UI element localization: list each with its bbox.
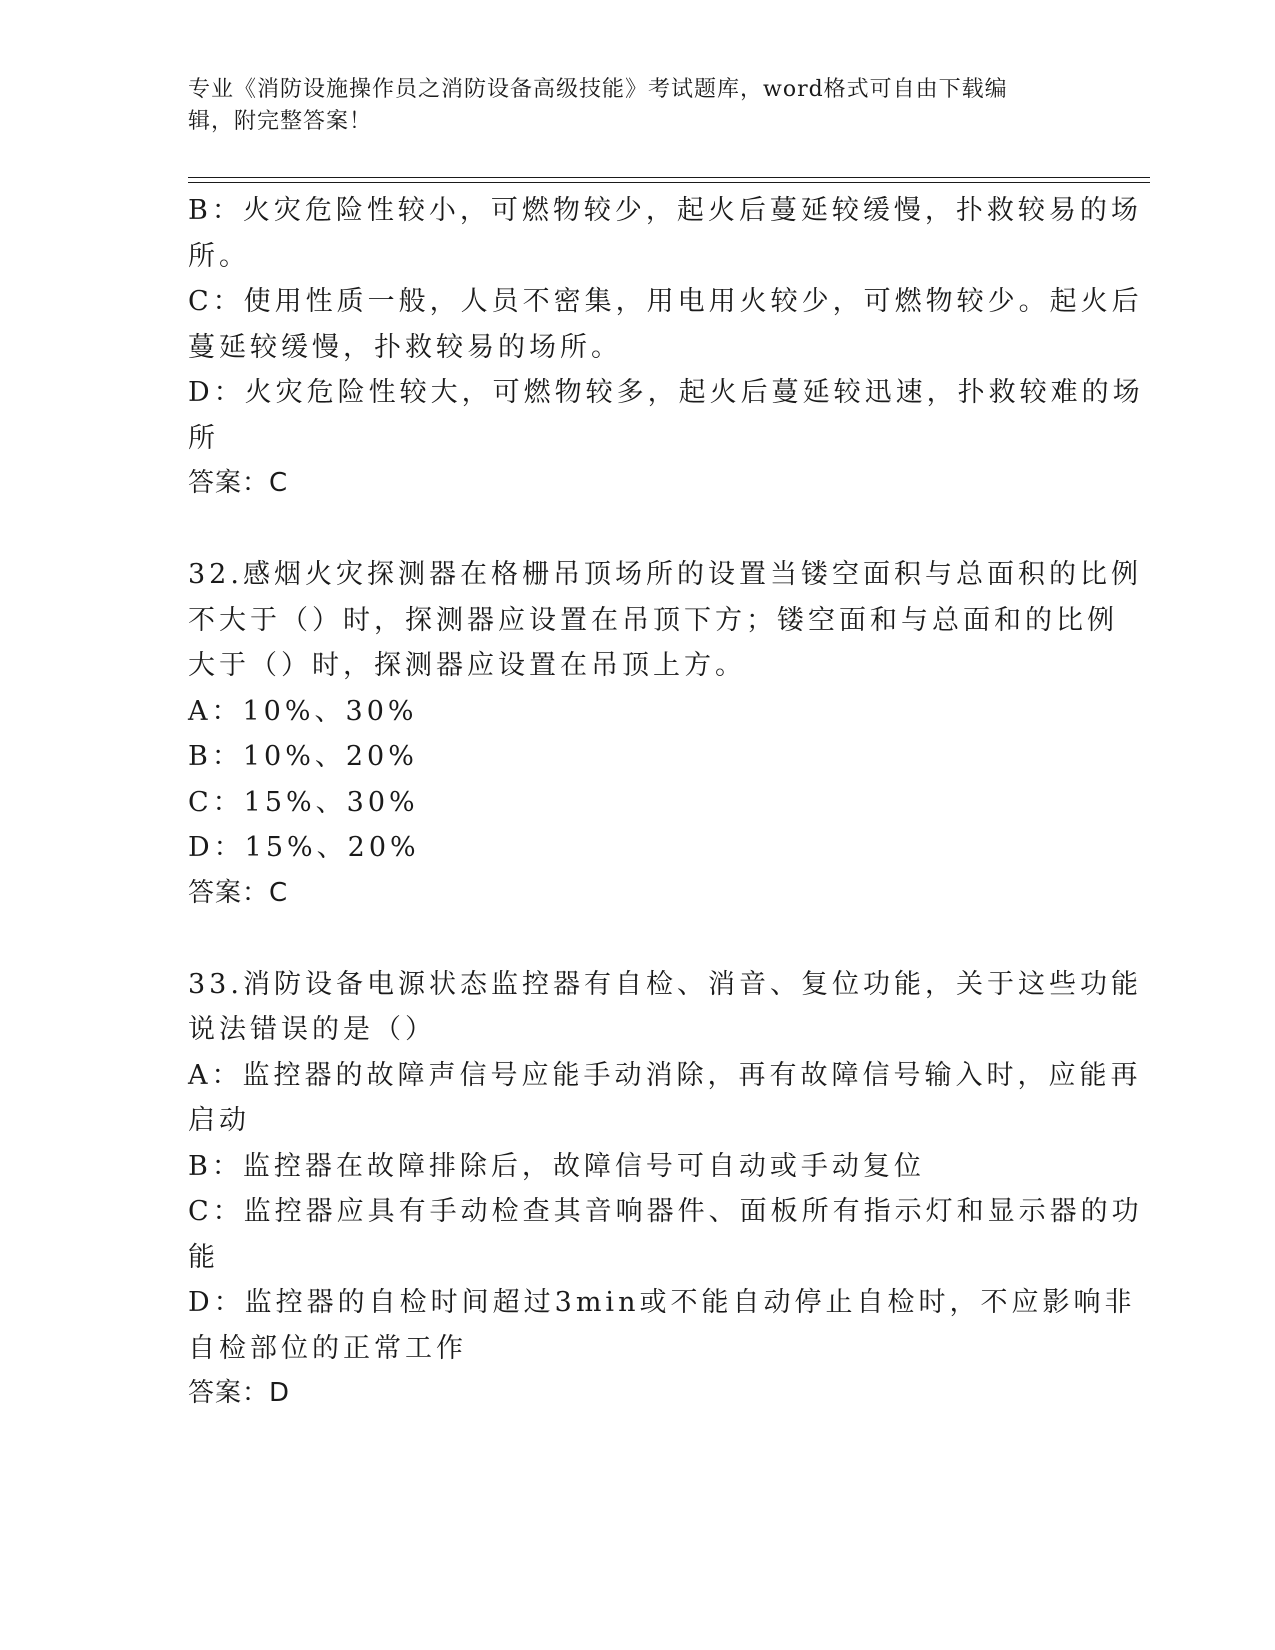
option-c-line-2: 能 — [188, 1241, 219, 1273]
option-d-line-1: D：火灾危险性较大，可燃物较多，起火后蔓延较迅速，扑救较难的场 — [188, 377, 1144, 408]
question-content — [188, 188, 1144, 1417]
question-stem-line-1: 32.感烟火灾探测器在格栅吊顶场所的设置当镂空面积与总面积的比例 — [188, 559, 1142, 590]
question-stem-line-2: 说法错误的是（） — [188, 1014, 436, 1045]
option-b: B：10%、20% — [188, 741, 418, 772]
option-c-line-2: 蔓延较缓慢，扑救较易的场所。 — [188, 331, 622, 363]
spacer — [188, 916, 1068, 962]
question-32 — [188, 552, 1142, 916]
option-c-line-1: C：使用性质一般，人员不密集，用电用火较少，可燃物较少。起火后 — [188, 286, 1143, 317]
option-c: C：15%、30% — [188, 786, 419, 818]
question-stem-line-2: 不大于（）时，探测器应设置在吊顶下方；镂空面和与总面和的比例 — [188, 604, 1118, 636]
option-a-line-1: A：监控器的故障声信号应能手动消除，再有故障信号输入时，应能再 — [188, 1059, 1142, 1091]
option-b-line-1: B：火灾危险性较小，可燃物较少，起火后蔓延较缓慢，扑救较易的场 — [188, 195, 1142, 226]
question-stem-line-3: 大于（）时，探测器应设置在吊顶上方。 — [188, 650, 746, 681]
answer: 答案：C — [188, 877, 289, 908]
option-d-line-2: 所 — [188, 422, 219, 454]
option-c-line-1: C：监控器应具有手动检查其音响器件、面板所有指示灯和显示器的功 — [188, 1196, 1143, 1227]
option-d: D：15%、20% — [188, 832, 420, 863]
option-b: B：监控器在故障排除后，故障信号可自动或手动复位 — [188, 1150, 925, 1182]
spacer — [188, 507, 1068, 553]
question-stem-line-1: 33.消防设备电源状态监控器有自检、消音、复位功能，关于这些功能 — [188, 968, 1142, 1000]
answer: 答案：C — [188, 468, 289, 498]
answer: 答案：D — [188, 1378, 291, 1408]
question-33 — [188, 962, 1143, 1417]
header-rule-bottom — [188, 182, 1150, 183]
header-rule-top — [188, 177, 1150, 178]
option-b-line-2: 所。 — [188, 240, 250, 272]
page-header — [188, 74, 1068, 138]
option-a-line-2: 启动 — [188, 1105, 250, 1136]
option-d-line-1: D：监控器的自检时间超过3min或不能自动停止自检时，不应影响非 — [188, 1287, 1136, 1318]
prev-question — [188, 188, 1144, 507]
header-line-2: 辑，附完整答案！ — [188, 109, 373, 134]
option-d-line-2: 自检部位的正常工作 — [188, 1332, 467, 1364]
option-a: A：10%、30% — [188, 695, 418, 727]
header-line-1: 专业《消防设施操作员之消防设备高级技能》考试题库，word格式可自由下载编 — [188, 77, 1008, 102]
